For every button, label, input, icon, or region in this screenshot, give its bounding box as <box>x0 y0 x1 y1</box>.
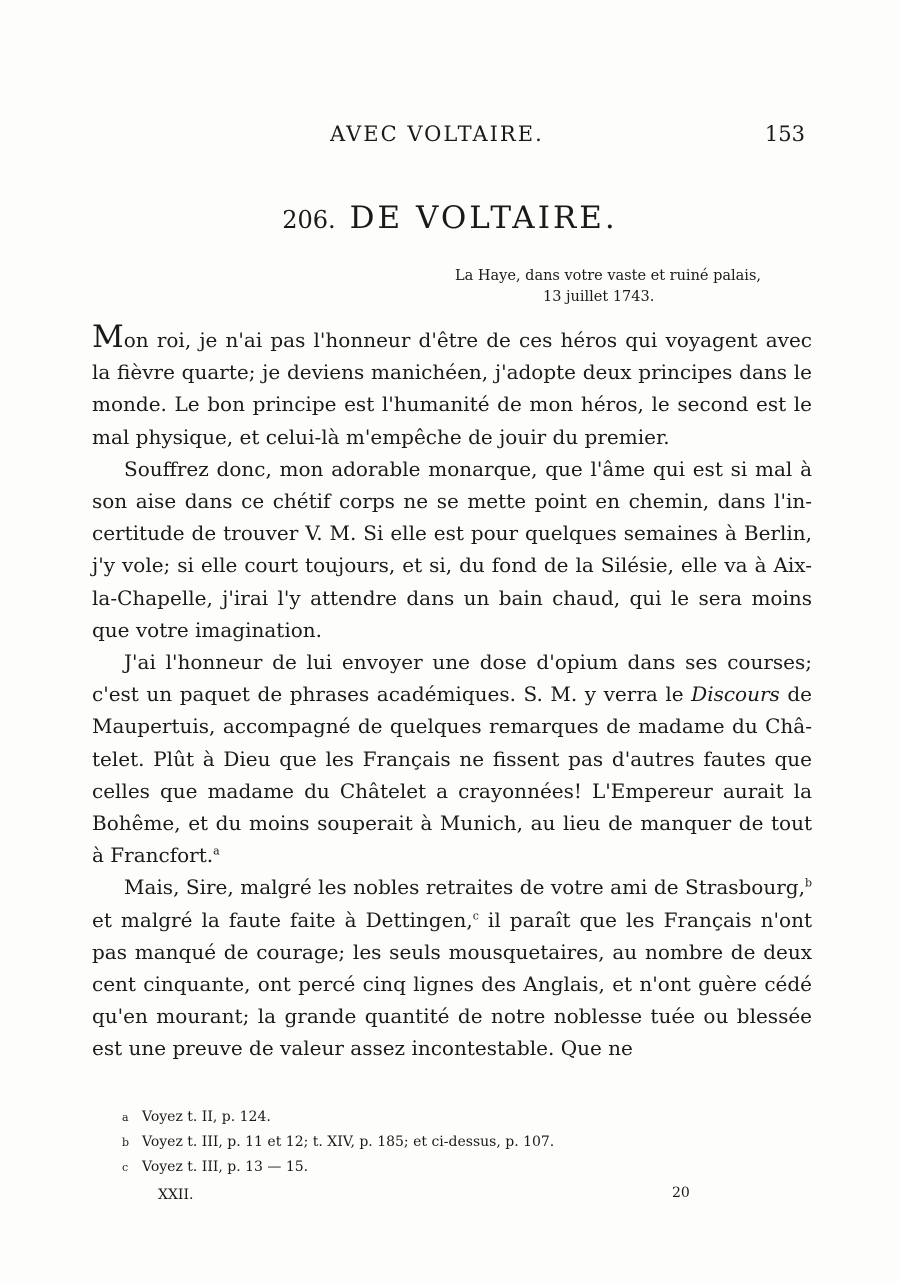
letter-title: DE VOLTAIRE. <box>349 200 618 236</box>
footnote-mark: b <box>122 1136 130 1149</box>
footnote-ref-a[interactable]: a <box>213 844 220 858</box>
initial-letter: M <box>92 319 124 355</box>
paragraph-2: Souffrez donc, mon adorable monarque, que l'âme qui est si mal à son aise dans ce chétif corps ne se mette point en chemin, dans l'incertitude de trouver V. M. Si elle est pour quelques semaines à Berlin, j'y vole; si elle court toujours, et si, du fond de la Silésie, elle va à Aix-la-Chapelle, j'irai l'y attendre dans un bain chaud, qui le sera moins que votre imagination. <box>92 456 812 642</box>
footnote-ref-b[interactable]: b <box>804 876 812 890</box>
sheet-number: 20 <box>672 1185 690 1201</box>
letter-number: 206. <box>282 206 336 234</box>
paragraph-4-text-a: Mais, Sire, malgré les nobles retraites de votre ami de Strasbourg, <box>124 875 805 900</box>
footnote <box>122 1155 722 1180</box>
letter-heading <box>0 200 900 236</box>
footnote <box>122 1105 722 1130</box>
letter-body <box>92 319 812 1065</box>
footnote-text: Voyez t. II, p. 124. <box>142 1109 271 1125</box>
running-title: AVEC VOLTAIRE. <box>330 122 544 146</box>
footnote-mark: c <box>122 1161 129 1174</box>
footnote-text: Voyez t. III, p. 13 — 15. <box>142 1159 309 1175</box>
dateline <box>455 266 795 308</box>
footnote-text: Voyez t. III, p. 11 et 12; t. XIV, p. 185; et ci-dessus, p. 107. <box>142 1134 555 1150</box>
paragraph-1 <box>92 319 812 453</box>
page-number: 153 <box>764 122 805 146</box>
dateline-date: 13 juillet 1743. <box>543 289 655 305</box>
paragraph-3-text-b: de Maupertuis, accompagné de quelques remarques de madame du Châtelet. Plût à Dieu que les Français ne fissent pas d'autres fautes que celles que madame du Châtelet a crayonnées! L'Empereur aurait la Bohême, et du moins souperait à Munich, au lieu de manquer de tout à Francfort. <box>92 682 812 868</box>
paragraph-4-text-c: il paraît que les Français n'ont pas manqué de courage; les seuls mousquetaires, au nombre de deux cent cinquante, ont percé cinq lignes des Anglais, et n'ont guère cédé qu'en mourant; la grande quantité de notre noblesse tuée ou blessée est une preuve de valeur assez incontestable. Que ne <box>92 907 812 1061</box>
footnote-mark: a <box>122 1111 129 1124</box>
paragraph-1-text: on roi, je n'ai pas l'honneur d'être de ces héros qui voyagent avec la fièvre quarte; je deviens manichéen, j'adopte deux principes dans le monde. Le bon principe est l'humanité de mon héros, le second est le mal physique, et celui-là m'empêche de jouir du premier. <box>92 328 812 449</box>
dateline-place: La Haye, dans votre vaste et ruiné palais, <box>455 268 761 284</box>
paragraph-4-text-b: et malgré la faute faite à Dettingen, <box>92 907 473 932</box>
discours-italic: Discours <box>691 682 780 707</box>
running-header <box>330 122 805 154</box>
footnote-ref-c[interactable]: c <box>472 909 479 922</box>
footnote <box>122 1130 722 1155</box>
footnotes <box>122 1105 722 1180</box>
printer-signature: XXII. <box>158 1187 194 1203</box>
paragraph-3-text-a: J'ai l'honneur de lui envoyer une dose d'opium dans ses courses; c'est un paquet de phrases académiques. S. M. y verra le <box>92 650 812 707</box>
paragraph-3 <box>92 646 812 871</box>
paragraph-4 <box>92 871 812 1064</box>
